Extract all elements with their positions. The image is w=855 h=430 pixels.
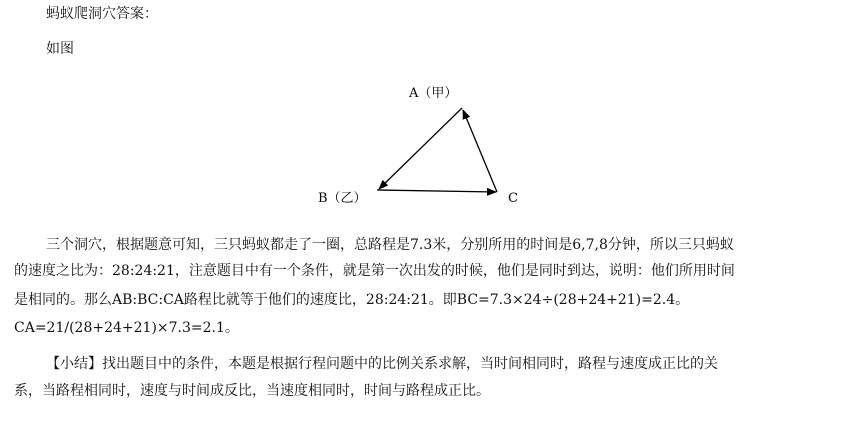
summary-line-1: 【小结】找出题目中的条件，本题是根据行程问题中的比例关系求解，当时间相同时，路程与速度成正比的关	[46, 356, 718, 372]
vertex-label-c: C	[508, 191, 518, 206]
vertex-label-a: A（甲）	[409, 86, 458, 101]
arrow-c-to-a	[463, 110, 497, 192]
summary-line-2: 系，当路程相同时，速度与时间成反比，当速度相同时，时间与路程成正比。	[14, 383, 490, 399]
paragraph-line-1: 三个洞穴，根据题意可知，三只蚂蚁都走了一圈，总路程是7.3米，分别所用的时间是6,7,8分钟，所以三只蚂蚁	[46, 237, 734, 253]
as-figure-text: 如图	[46, 41, 74, 57]
paragraph-line-2: 的速度之比为：28:24:21，注意题目中有一个条件，就是第一次出发的时候，他们是同时到达，说明：他们所用时间	[14, 263, 735, 279]
paragraph-line-3: 是相同的。那么AB:BC:CA路程比就等于他们的速度比，28:24:21。即BC=7.3×24÷(28+24+21)=2.4。	[14, 292, 690, 308]
answer-heading: 蚂蚁爬洞穴答案：	[46, 6, 158, 22]
arrow-a-to-b	[379, 108, 462, 189]
paragraph-line-4: CA=21/(28+24+21)×7.3=2.1。	[14, 320, 239, 336]
arrow-b-to-c	[377, 190, 496, 192]
triangle-figure	[300, 82, 560, 212]
vertex-label-b: B（乙）	[318, 191, 367, 206]
